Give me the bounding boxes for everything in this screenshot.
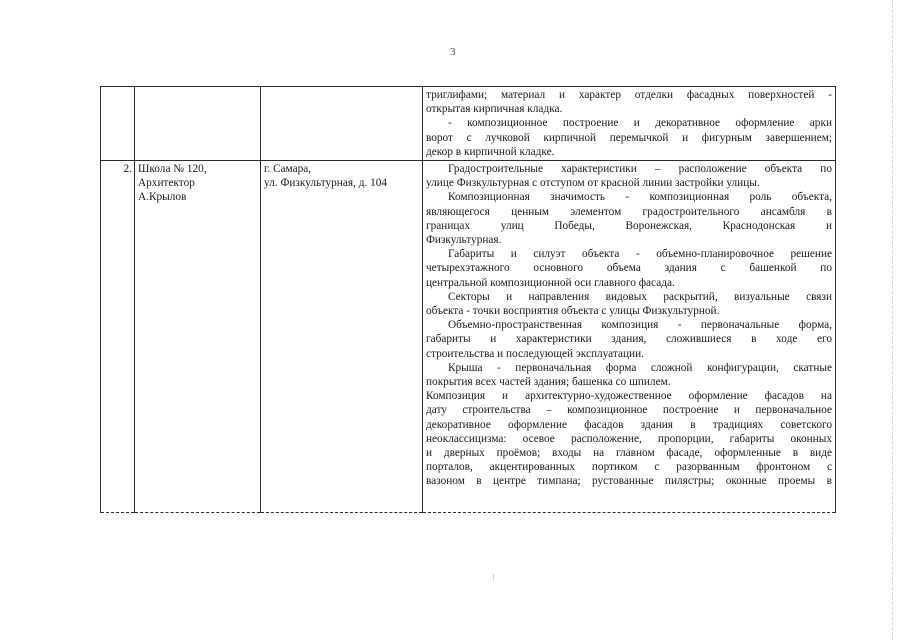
description-line: порталов, акцентированных портиком с разорванным фронтоном с bbox=[426, 461, 832, 474]
description-line: покрытия всех частей здания; башенка со шпилем. bbox=[426, 376, 671, 389]
description-line: улице Физкультурная с отступом от красной линии застройки улицы. bbox=[426, 177, 760, 190]
description-line: строительства и последующей эксплуатации. bbox=[426, 347, 644, 360]
object-address-line: г. Самара, bbox=[264, 163, 312, 175]
object-name-line: Школа № 120, bbox=[138, 163, 207, 175]
description-line: триглифами; материал и характер отделки фасадных поверхностей - bbox=[426, 89, 832, 101]
description-line: Секторы и направления видовых раскрытий, визуальные связи bbox=[448, 290, 832, 303]
description-line: Крыша - первоначальная форма сложной конфигурации, скатные bbox=[448, 361, 832, 374]
object-description-cell bbox=[423, 161, 836, 513]
object-address-cell bbox=[261, 87, 423, 161]
description-line: ворот с лучковой кирпичной перемычкой и фигурным завершением; bbox=[426, 131, 832, 144]
description-line: четырехэтажного основного объема здания с башенкой по bbox=[426, 262, 832, 275]
row-number-cell bbox=[101, 87, 135, 161]
row-number: 2. bbox=[123, 163, 132, 175]
description-line: габариты и характеристики здания, сложившиеся в ходе его bbox=[426, 333, 832, 346]
object-name-cell bbox=[135, 161, 261, 513]
description-line: декоративное оформление фасадов здания в традициях советского bbox=[426, 418, 832, 431]
description-line: центральной композиционной оси главного фасада. bbox=[426, 276, 675, 289]
description-line: являющегося ценным элементом градостроительного ансамбля в bbox=[426, 205, 832, 218]
page-number: 3 bbox=[450, 46, 456, 58]
description-line: открытая кирпичная кладка. bbox=[426, 103, 563, 116]
description-line: Габариты и силуэт объекта - объемно-планировочное решение bbox=[448, 248, 832, 261]
object-name-line: А.Крылов bbox=[138, 191, 187, 204]
description-line: декор в кирпичной кладке. bbox=[426, 145, 555, 158]
description-line: Объемно-пространственная композиция - первоначальные форма, bbox=[448, 319, 832, 332]
description-line: - композиционное построение и декоративное оформление арки bbox=[448, 117, 832, 130]
object-address-line: ул. Физкультурная, д. 104 bbox=[264, 177, 388, 190]
object-name-cell bbox=[135, 87, 261, 161]
description-line: дату строительства – композиционное построение и первоначальное bbox=[426, 404, 832, 417]
object-description-cell bbox=[423, 87, 836, 161]
description-line: объекта - точки восприятия объекта с улицы Физкультурной. bbox=[426, 305, 720, 318]
heritage-object-table bbox=[100, 86, 836, 513]
description-line: вазоном в центре тимпана; рустованные пилястры; оконные проемы в bbox=[426, 475, 832, 488]
description-line: неоклассицизма: осевое расположение, пропорции, габариты оконных bbox=[426, 432, 832, 445]
description-line: и дверных проёмов; входы на главном фасаде, оформленные в виде bbox=[426, 447, 832, 460]
object-name-line: Архитектор bbox=[138, 177, 195, 190]
table-row bbox=[101, 87, 836, 161]
description-line: Композиция и архитектурно-художественное оформление фасадов на bbox=[426, 390, 832, 403]
page-edge-line bbox=[892, 0, 893, 640]
description-line: Физкультурная. bbox=[426, 234, 502, 247]
row-number-cell bbox=[101, 161, 135, 513]
description-line: Композиционная значимость - композиционная роль объекта, bbox=[448, 191, 832, 204]
description-line: Градостроительные характеристики – расположение объекта по bbox=[448, 163, 832, 175]
table-row bbox=[101, 161, 836, 513]
description-line: границах улиц Победы, Воронежская, Краснодонская и bbox=[426, 219, 832, 232]
scan-artifact bbox=[493, 574, 494, 580]
object-address-cell bbox=[261, 161, 423, 513]
